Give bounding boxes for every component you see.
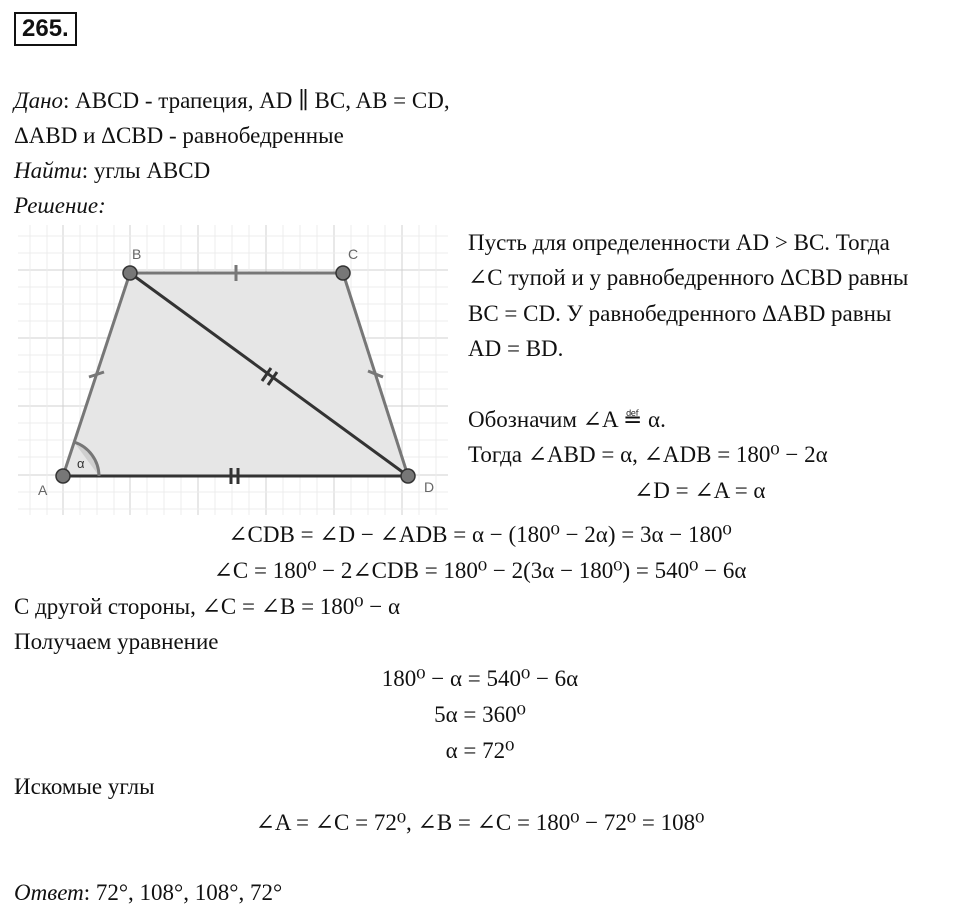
right-text-6: Тогда ∠ABD = α, ∠ADB = 180⁰ − 2α xyxy=(468,442,828,467)
equation-2: 5α = 360⁰ xyxy=(434,702,526,727)
vertex-b-point xyxy=(123,266,137,280)
result-label: Искомые углы xyxy=(14,774,155,799)
vertex-a-point xyxy=(56,469,70,483)
answer-text: : 72°, 108°, 108°, 72° xyxy=(83,880,283,905)
formula-c: ∠C = 180⁰ − 2∠CDB = 180⁰ − 2(3α − 180⁰) = 540⁰ − 6α xyxy=(213,558,747,583)
result-line: ∠A = ∠C = 72⁰, ∠B = ∠C = 180⁰ − 72⁰ = 108⁰ xyxy=(255,810,705,835)
given-line-2: ΔABD и ΔCBD - равнобедренные xyxy=(14,123,344,148)
trapezoid-fill xyxy=(63,273,408,476)
given-text: : ABCD - трапеция, AD ∥ BC, AB = CD, xyxy=(63,88,450,113)
right-text-5: Обозначим ∠A ≝ α. xyxy=(468,407,666,432)
formula-cdb: ∠CDB = ∠D − ∠ADB = α − (180⁰ − 2α) = 3α − 180⁰ xyxy=(228,522,732,547)
vertex-d-label: D xyxy=(424,479,435,495)
trapezoid-figure xyxy=(18,225,448,515)
equation-1: 180⁰ − α = 540⁰ − 6α xyxy=(381,666,579,691)
given-label: Дано xyxy=(14,88,64,113)
vertex-b-label: B xyxy=(132,246,142,262)
find-label: Найти xyxy=(14,158,82,183)
right-text-1: Пусть для определенности AD > BC. Тогда xyxy=(468,230,890,255)
right-text-3: BC = CD. У равнобедренного ΔABD равны xyxy=(468,301,892,326)
right-text-4: AD = BD. xyxy=(468,336,564,361)
vertex-d-point xyxy=(401,469,415,483)
right-text-2: ∠C тупой и у равнобедренного ΔCBD равны xyxy=(468,265,909,290)
vertex-c-label: C xyxy=(348,246,359,262)
problem-number: 265. xyxy=(14,12,77,46)
other-side-line: С другой стороны, ∠C = ∠B = 180⁰ − α xyxy=(14,594,401,619)
vertex-c-point xyxy=(336,266,350,280)
answer-label: Ответ xyxy=(14,880,84,905)
vertex-a-label: A xyxy=(38,482,48,498)
answer-line xyxy=(14,878,282,908)
equation-label: Получаем уравнение xyxy=(14,629,219,654)
equation-3: α = 72⁰ xyxy=(445,738,515,763)
solution-label: Решение: xyxy=(14,193,106,218)
angle-alpha-label: α xyxy=(77,456,85,471)
given-line-1 xyxy=(14,86,450,116)
right-text-7: ∠D = ∠A = α xyxy=(634,478,766,503)
find-line xyxy=(14,156,210,186)
find-text: : углы ABCD xyxy=(81,158,211,183)
